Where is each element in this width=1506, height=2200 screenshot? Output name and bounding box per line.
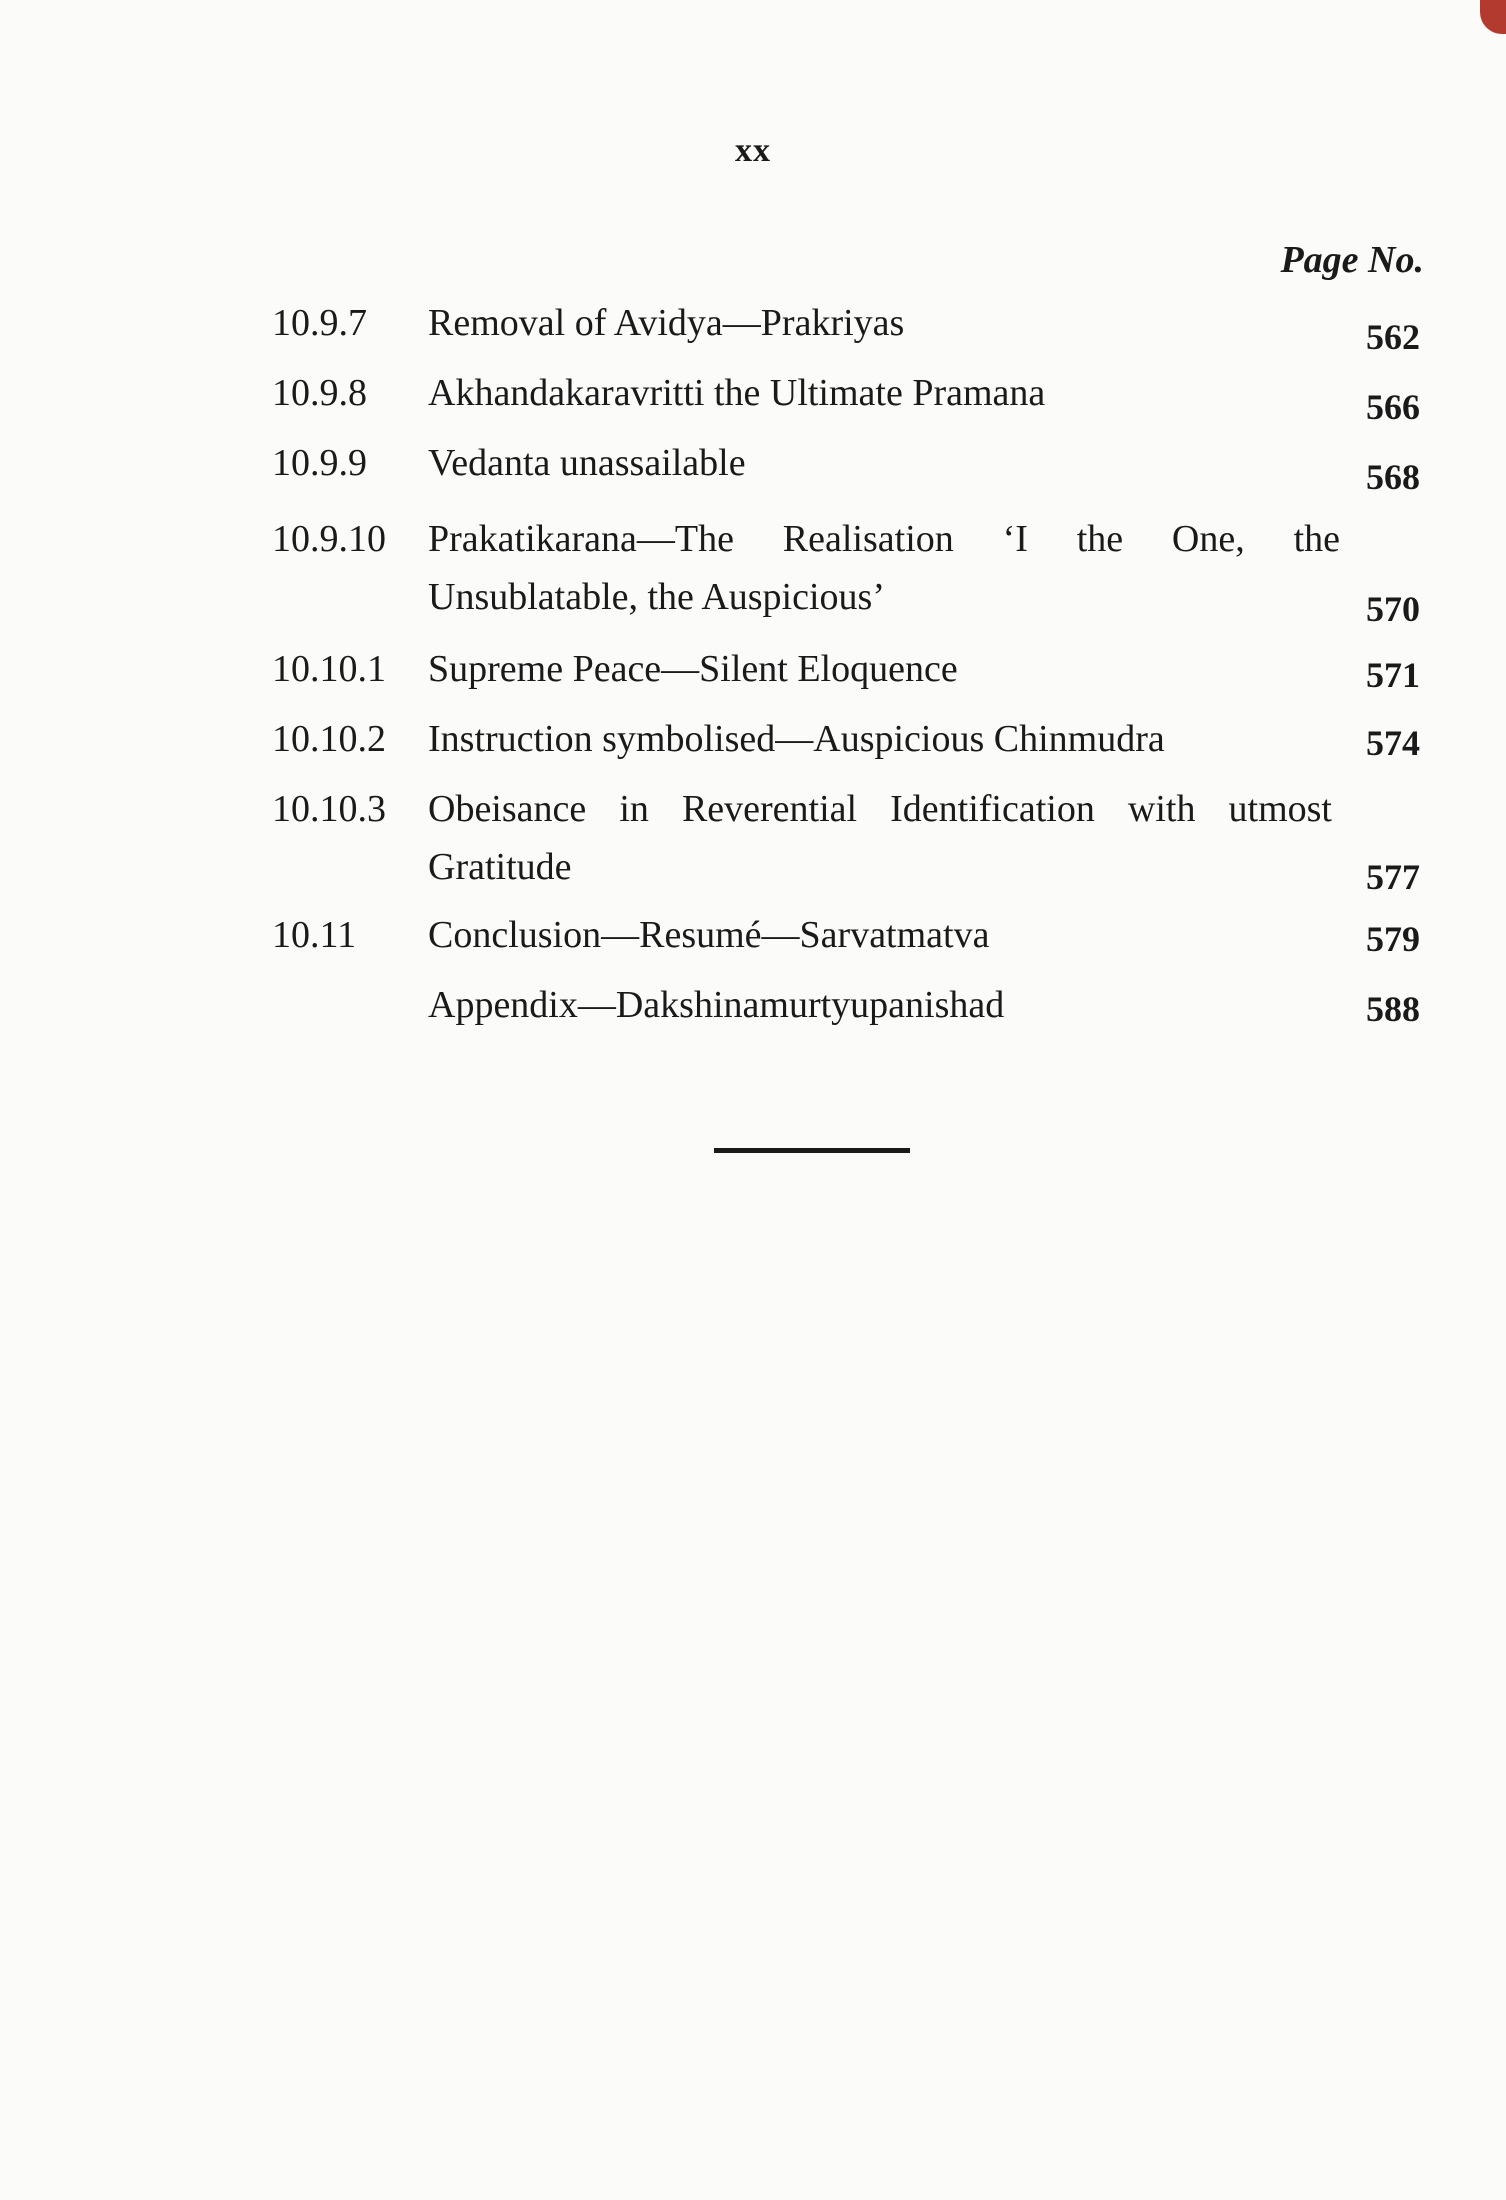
toc-entry-number: 10.11 bbox=[272, 914, 357, 956]
toc-entry[interactable] bbox=[0, 510, 1506, 630]
page-corner-mark bbox=[1480, 0, 1506, 34]
toc-entry-page: 568 bbox=[1366, 457, 1420, 497]
toc-entry-number: 10.9.9 bbox=[272, 442, 367, 484]
toc-entry[interactable] bbox=[0, 780, 1506, 900]
toc-entry-title: Removal of Avidya—Prakriyas bbox=[428, 302, 905, 344]
toc-entry-title: Obeisance in Reverential Identification with utmost Gratitude bbox=[428, 788, 1332, 888]
toc-entry[interactable] bbox=[0, 976, 1506, 1096]
toc-entry-number: 10.10.2 bbox=[272, 718, 386, 760]
toc-entry-page: 571 bbox=[1366, 655, 1420, 695]
toc-entry-title: Akhandakaravritti the Ultimate Pramana bbox=[428, 372, 1046, 414]
toc-entry-title: Conclusion—Resumé—Sarvatmatva bbox=[428, 914, 990, 956]
page-column-heading: Page No. bbox=[1280, 239, 1424, 281]
toc-entry-number: 10.9.10 bbox=[272, 518, 386, 560]
toc-entry-page: 562 bbox=[1366, 317, 1420, 357]
toc-entry-page: 588 bbox=[1366, 989, 1420, 1029]
page-number: xx bbox=[735, 132, 771, 169]
toc-entry-title: Appendix—Dakshinamurtyupanishad bbox=[428, 984, 1005, 1026]
section-end-rule bbox=[714, 1148, 910, 1153]
toc-entry-title: Instruction symbolised—Auspicious Chinmudra bbox=[428, 718, 1165, 760]
toc-entry-page: 566 bbox=[1366, 387, 1420, 427]
toc-entry-title: Supreme Peace—Silent Eloquence bbox=[428, 648, 958, 690]
toc-entry-title: Prakatikarana—The Realisation ‘I the One, the Unsublatable, the Auspicious’ bbox=[428, 518, 1340, 618]
toc-entry-page: 579 bbox=[1366, 919, 1420, 959]
toc-entry-title: Vedanta unassailable bbox=[428, 442, 746, 484]
toc-entry-number: 10.10.1 bbox=[272, 648, 386, 690]
toc-entry-page: 574 bbox=[1366, 723, 1420, 763]
toc-entry-page: 577 bbox=[1366, 857, 1420, 897]
toc-entry-number: 10.10.3 bbox=[272, 788, 386, 830]
toc-entry-number: 10.9.8 bbox=[272, 372, 367, 414]
toc-entry-number: 10.9.7 bbox=[272, 302, 367, 344]
toc-entry-page: 570 bbox=[1366, 589, 1420, 629]
